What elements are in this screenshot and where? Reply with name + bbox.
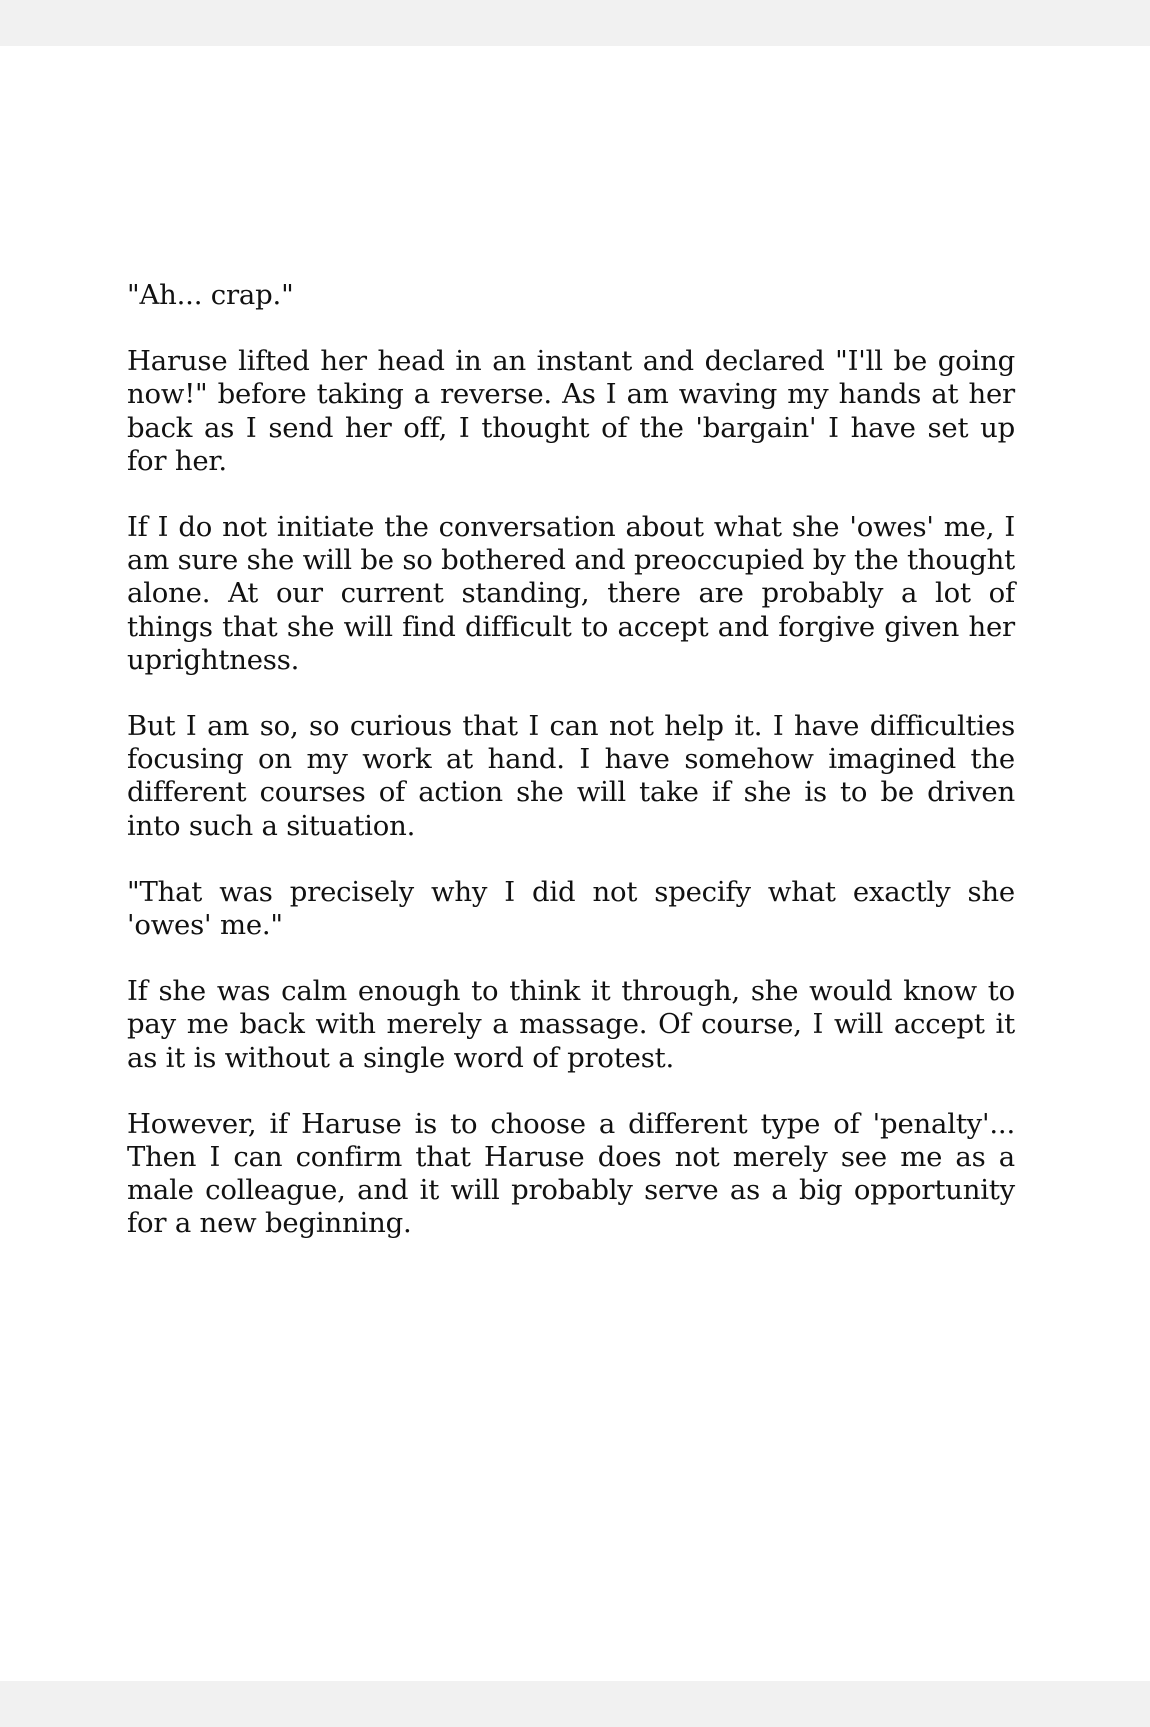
paragraph: "Ah... crap." <box>127 279 294 311</box>
paragraph: If I do not initiate the conversation about what she 'owes' me, I am sure she will be so bothered and preoccupied by the thought alone. At our current standing, there are probably a lot of things that she will find difficult to accept and forgive given her uprightness. <box>127 511 1015 676</box>
paragraph: However, if Haruse is to choose a different type of 'penalty'... Then I can confirm that Haruse does not merely see me as a male colleague, and it will probably serve as a big opportunity for a new beginning. <box>127 1107 1015 1240</box>
paragraph: But I am so, so curious that I can not help it. I have difficulties focusing on my work at hand. I have somehow imagined the different courses of action she will take if she is to be driven into such a situation. <box>127 710 1015 842</box>
paragraph: "That was precisely why I did not specify what exactly she 'owes' me." <box>127 875 1015 942</box>
paragraph: Haruse lifted her head in an instant and declared "I'll be going now!" before taking a reverse. As I am waving my hands at her back as I send her off, I thought of the 'bargain' I have set up for her. <box>127 345 1015 477</box>
book-page <box>0 46 1150 1681</box>
page-text <box>127 279 1015 1274</box>
paragraph: If she was calm enough to think it through, she would know to pay me back with merely a massage. Of course, I will accept it as it is without a single word of protest. <box>127 975 1015 1074</box>
